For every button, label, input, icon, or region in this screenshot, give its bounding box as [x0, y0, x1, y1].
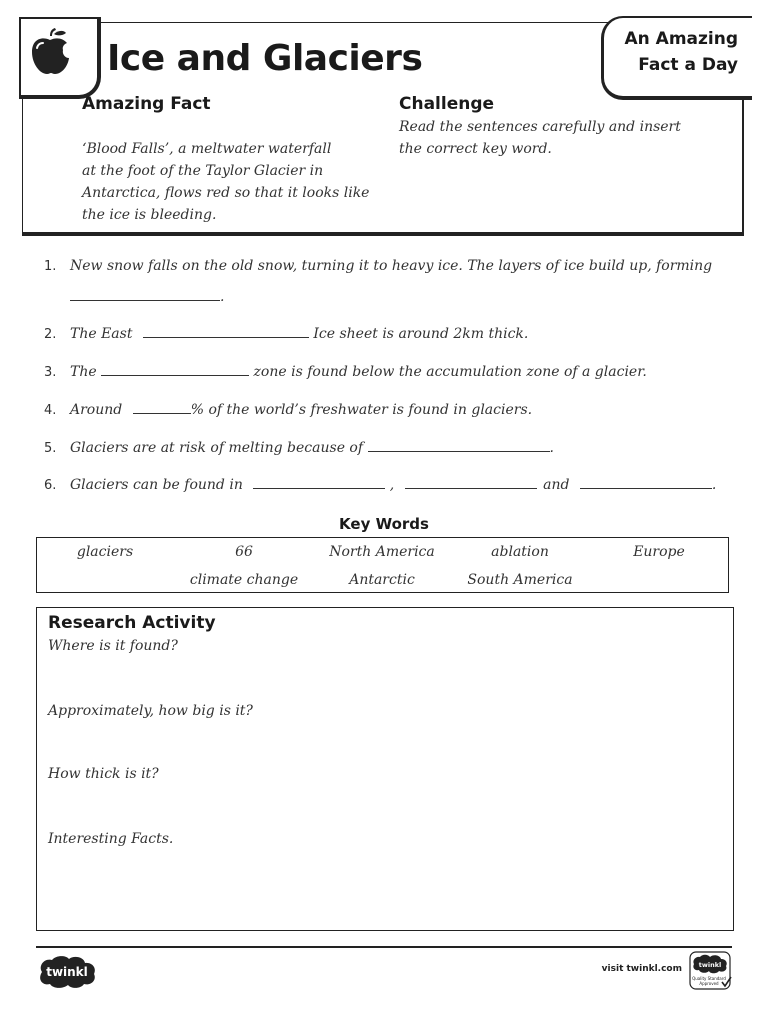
twinkl-logo: [36, 954, 98, 990]
quality-badge-icon: [689, 951, 733, 991]
answer-blank[interactable]: [368, 437, 550, 452]
question-text: Around: [70, 402, 123, 418]
question-text: Glaciers are at risk of melting because of: [70, 440, 364, 456]
key-word: South America: [467, 572, 573, 588]
question-number: 6.: [44, 478, 57, 493]
amazing-fact-heading: Amazing Fact: [82, 94, 211, 114]
challenge-text: [399, 116, 719, 160]
answer-blank[interactable]: [253, 474, 385, 489]
amazing-fact-text: [82, 138, 392, 226]
question-text: Ice sheet is around 2km thick.: [313, 326, 529, 342]
challenge-heading: Challenge: [399, 94, 495, 114]
question-text: .: [711, 477, 717, 493]
fact-line: ‘Blood Falls’, a meltwater waterfall: [82, 141, 332, 157]
key-word: ablation: [491, 544, 549, 560]
key-word: Europe: [633, 544, 685, 560]
challenge-line: the correct key word.: [399, 141, 552, 157]
key-word: 66: [235, 544, 253, 560]
fact-line: Antarctica, flows red so that it looks like: [82, 185, 370, 201]
answer-blank[interactable]: [133, 399, 191, 414]
question-number: 5.: [44, 441, 57, 456]
key-word: Antarctic: [349, 572, 415, 588]
answer-blank[interactable]: [70, 286, 220, 301]
question-number: 2.: [44, 327, 57, 342]
question-number: 3.: [44, 365, 57, 380]
question-text: The: [70, 364, 97, 380]
question-text: The East: [70, 326, 133, 342]
footer-divider: [36, 946, 732, 948]
answer-blank[interactable]: [143, 323, 309, 338]
page-title: Ice and Glaciers: [107, 38, 423, 79]
question-1: [44, 258, 734, 274]
question-text: Glaciers can be found in: [70, 477, 243, 493]
fact-line: at the foot of the Taylor Glacier in: [82, 163, 324, 179]
footer-url[interactable]: visit twinkl.com: [601, 964, 682, 974]
twinkl-logo-text: twinkl: [46, 965, 88, 979]
fact-line: the ice is bleeding.: [82, 207, 217, 223]
answer-blank[interactable]: [101, 361, 249, 376]
brand-label: [614, 26, 738, 78]
question-number: 1.: [44, 259, 57, 274]
question-text: % of the world’s freshwater is found in glaciers.: [190, 402, 533, 418]
question-number: 4.: [44, 403, 57, 418]
research-question: Approximately, how big is it?: [48, 703, 253, 719]
question-6: [44, 474, 734, 493]
brand-line-1: An Amazing: [624, 29, 738, 49]
key-word: glaciers: [76, 544, 134, 560]
research-title: Research Activity: [48, 613, 216, 633]
badge-line-1: Quality Standard: [692, 976, 726, 981]
challenge-line: Read the sentences carefully and insert: [399, 119, 681, 135]
question-text: .: [549, 440, 554, 456]
question-text: and: [543, 477, 570, 493]
question-text: ,: [389, 477, 395, 493]
brand-line-2: Fact a Day: [638, 55, 738, 75]
question-5: [44, 437, 734, 456]
answer-blank[interactable]: [405, 474, 537, 489]
question-4: [44, 399, 734, 418]
research-question: How thick is it?: [48, 766, 159, 782]
question-text: zone is found below the accumulation zone of a glacier.: [253, 364, 647, 380]
research-question: Interesting Facts.: [48, 831, 174, 847]
question-1-answer-line: [70, 286, 760, 305]
badge-line-2: Approved: [699, 981, 719, 986]
badge-logo-text: twinkl: [698, 961, 722, 969]
question-text: New snow falls on the old snow, turning it to heavy ice. The layers of ice build up, forming: [70, 258, 713, 274]
research-question: Where is it found?: [48, 638, 178, 654]
question-text: .: [220, 289, 225, 305]
key-word: North America: [329, 544, 435, 560]
question-3: [44, 361, 734, 380]
answer-blank[interactable]: [580, 474, 712, 489]
key-word: climate change: [189, 572, 299, 588]
question-2: [44, 323, 734, 342]
key-words-title: Key Words: [339, 515, 429, 533]
apple-icon: [28, 28, 72, 76]
